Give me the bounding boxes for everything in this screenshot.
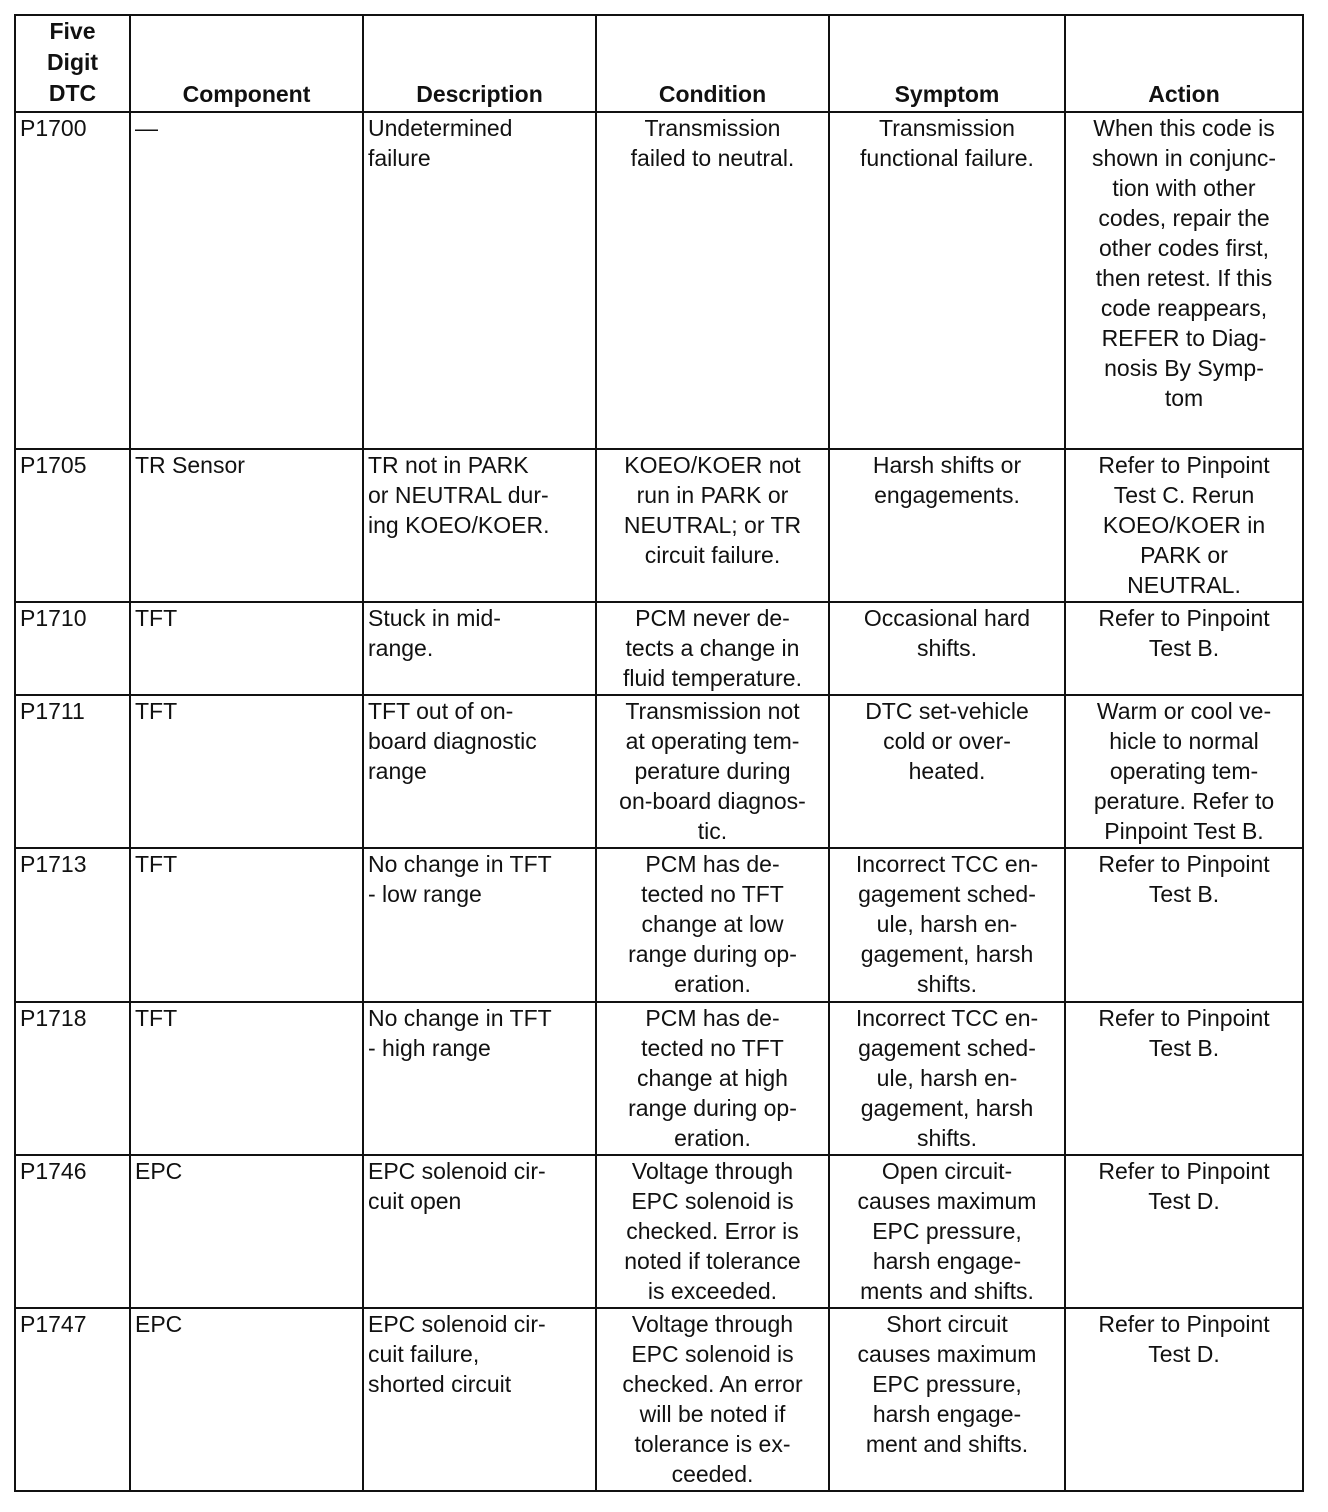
cell-condition-line: Transmission not	[625, 698, 800, 724]
cell-symptom	[829, 1155, 1065, 1308]
cell-condition	[596, 602, 829, 695]
cell-description-line: shorted circuit	[368, 1371, 512, 1397]
cell-dtc: P1705	[15, 449, 130, 602]
cell-condition-line: tic.	[697, 818, 728, 844]
cell-action-line: Pinpoint Test B.	[1104, 818, 1264, 844]
header-dtc-line3: DTC	[48, 80, 97, 106]
table-row	[15, 1308, 1303, 1491]
cell-description-line: range.	[368, 635, 434, 661]
cell-condition-line: fluid temperature.	[623, 665, 802, 691]
cell-component: TR Sensor	[130, 449, 363, 602]
cell-symptom-line: EPC pressure,	[872, 1218, 1022, 1244]
cell-condition-line: range during op-	[628, 1095, 797, 1121]
cell-dtc: P1713	[15, 848, 130, 1002]
cell-action-line: Refer to Pinpoint	[1098, 851, 1270, 877]
cell-description-line: - low range	[368, 881, 482, 907]
cell-action-line: Test B.	[1148, 881, 1220, 907]
cell-action-line: When this code is	[1093, 115, 1275, 141]
table-row	[15, 449, 1303, 602]
cell-action-line: Test B.	[1148, 1035, 1220, 1061]
cell-condition-line: circuit failure.	[644, 542, 781, 568]
cell-description-line: TR not in PARK	[368, 452, 529, 478]
cell-symptom-line: gagement, harsh	[860, 941, 1034, 967]
cell-action-line: KOEO/KOER in	[1102, 512, 1266, 538]
cell-dtc: P1700	[15, 112, 130, 449]
cell-symptom-line: Open circuit-	[881, 1158, 1013, 1184]
cell-condition	[596, 1155, 829, 1308]
cell-condition-line: tolerance is ex-	[634, 1431, 791, 1457]
cell-dtc: P1710	[15, 602, 130, 695]
cell-condition-line: run in PARK or	[636, 482, 789, 508]
cell-component: TFT	[130, 848, 363, 1002]
cell-action-line: tom	[1164, 385, 1204, 411]
cell-action-line: tion with other	[1112, 175, 1256, 201]
cell-description-line: EPC solenoid cir-	[368, 1158, 546, 1184]
dtc-table-body	[15, 112, 1303, 1491]
cell-dtc: P1711	[15, 695, 130, 848]
cell-component: TFT	[130, 695, 363, 848]
cell-action-line: other codes first,	[1098, 235, 1270, 261]
cell-action-line: REFER to Diag-	[1101, 325, 1267, 351]
cell-symptom-line: harsh engage-	[872, 1248, 1022, 1274]
cell-symptom	[829, 848, 1065, 1002]
cell-condition-line: change at high	[637, 1065, 788, 1091]
cell-symptom	[829, 112, 1065, 449]
cell-condition-line: PCM has de-	[645, 851, 780, 877]
cell-action-line: Test C. Rerun	[1113, 482, 1255, 508]
cell-description	[363, 1002, 596, 1155]
cell-action-line: NEUTRAL.	[1127, 572, 1241, 598]
cell-action	[1065, 602, 1303, 695]
cell-condition-line: tected no TFT	[641, 1035, 784, 1061]
cell-description-line: failure	[368, 145, 431, 171]
cell-action-line: Refer to Pinpoint	[1098, 1005, 1270, 1031]
cell-symptom-line: gagement sched-	[858, 1035, 1036, 1061]
cell-symptom-line: ments and shifts.	[860, 1278, 1034, 1304]
cell-symptom-line: Incorrect TCC en-	[855, 851, 1039, 877]
cell-dtc: P1746	[15, 1155, 130, 1308]
cell-condition-line: failed to neutral.	[630, 145, 795, 171]
cell-action-line: then retest. If this	[1095, 265, 1273, 291]
cell-symptom-line: causes maximum	[857, 1188, 1037, 1214]
cell-description-line: or NEUTRAL dur-	[368, 482, 549, 508]
cell-condition-line: Voltage through	[631, 1158, 794, 1184]
cell-component: TFT	[130, 602, 363, 695]
table-row	[15, 112, 1303, 449]
cell-symptom-line: Short circuit	[886, 1311, 1008, 1337]
cell-symptom	[829, 695, 1065, 848]
cell-description	[363, 1155, 596, 1308]
cell-action	[1065, 112, 1303, 449]
header-description: Description	[363, 15, 596, 112]
cell-condition-line: checked. Error is	[626, 1218, 799, 1244]
cell-description	[363, 1308, 596, 1491]
cell-condition-line: Transmission	[644, 115, 781, 141]
cell-action-line: PARK or	[1140, 542, 1228, 568]
cell-description-line: Stuck in mid-	[368, 605, 501, 631]
cell-symptom-line: Harsh shifts or	[872, 452, 1022, 478]
cell-action	[1065, 695, 1303, 848]
cell-dtc: P1747	[15, 1308, 130, 1491]
cell-condition-line: perature during	[634, 758, 791, 784]
cell-description-line: range	[368, 758, 427, 784]
cell-description-line: Undetermined	[368, 115, 513, 141]
cell-action-line: Warm or cool ve-	[1096, 698, 1272, 724]
cell-description-line: EPC solenoid cir-	[368, 1311, 546, 1337]
cell-condition-line: on-board diagnos-	[619, 788, 806, 814]
header-action: Action	[1065, 15, 1303, 112]
cell-condition-line: tects a change in	[625, 635, 800, 661]
header-symptom: Symptom	[829, 15, 1065, 112]
header-dtc-line2: Digit	[46, 49, 99, 75]
cell-description	[363, 602, 596, 695]
header-component: Component	[130, 15, 363, 112]
table-row	[15, 602, 1303, 695]
cell-condition	[596, 1002, 829, 1155]
table-row	[15, 848, 1303, 1002]
cell-condition-line: EPC solenoid is	[631, 1188, 794, 1214]
cell-symptom-line: ule, harsh en-	[876, 1065, 1018, 1091]
header-dtc-line1: Five	[49, 18, 96, 44]
cell-condition-line: tected no TFT	[641, 881, 784, 907]
cell-action-line: Test D.	[1148, 1188, 1220, 1214]
cell-action-line: Test B.	[1148, 635, 1220, 661]
cell-condition-line: PCM has de-	[645, 1005, 780, 1031]
cell-description-line: cuit failure,	[368, 1341, 480, 1367]
cell-symptom-line: Occasional hard	[863, 605, 1031, 631]
cell-symptom-line: heated.	[908, 758, 986, 784]
cell-action	[1065, 1308, 1303, 1491]
header-condition: Condition	[596, 15, 829, 112]
cell-symptom-line: DTC set-vehicle	[865, 698, 1029, 724]
cell-description	[363, 449, 596, 602]
cell-component: EPC	[130, 1155, 363, 1308]
cell-action	[1065, 848, 1303, 1002]
cell-symptom	[829, 602, 1065, 695]
cell-condition-line: range during op-	[628, 941, 797, 967]
cell-symptom-line: gagement sched-	[858, 881, 1036, 907]
header-dtc	[15, 15, 130, 112]
cell-symptom-line: engagements.	[874, 482, 1020, 508]
cell-condition-line: eration.	[674, 1125, 751, 1151]
cell-condition-line: at operating tem-	[625, 728, 800, 754]
cell-action-line: Refer to Pinpoint	[1098, 452, 1270, 478]
cell-description	[363, 695, 596, 848]
dtc-table	[14, 14, 1304, 1492]
cell-condition-line: eration.	[674, 971, 751, 997]
cell-description-line: ing KOEO/KOER.	[368, 512, 550, 538]
cell-condition-line: KOEO/KOER not	[624, 452, 801, 478]
cell-condition	[596, 449, 829, 602]
table-row	[15, 1002, 1303, 1155]
cell-description-line: cuit open	[368, 1188, 462, 1214]
cell-symptom-line: ment and shifts.	[865, 1431, 1029, 1457]
cell-symptom-line: Incorrect TCC en-	[855, 1005, 1039, 1031]
cell-action-line: code reappears,	[1100, 295, 1268, 321]
cell-component: EPC	[130, 1308, 363, 1491]
cell-condition	[596, 848, 829, 1002]
cell-condition	[596, 695, 829, 848]
header-row	[15, 15, 1303, 112]
cell-action-line: shown in conjunc-	[1091, 145, 1277, 171]
cell-action-line: Refer to Pinpoint	[1098, 605, 1270, 631]
cell-condition-line: PCM never de-	[635, 605, 790, 631]
cell-condition	[596, 1308, 829, 1491]
table-row	[15, 695, 1303, 848]
cell-description-line: No change in TFT	[368, 851, 552, 877]
cell-symptom-line: gagement, harsh	[860, 1095, 1034, 1121]
cell-action-line: Test D.	[1148, 1341, 1220, 1367]
cell-symptom-line: shifts.	[916, 1125, 978, 1151]
table-row	[15, 1155, 1303, 1308]
cell-symptom-line: shifts.	[916, 635, 978, 661]
cell-symptom-line: shifts.	[916, 971, 978, 997]
cell-condition-line: Voltage through	[631, 1311, 794, 1337]
cell-symptom-line: functional failure.	[860, 145, 1034, 171]
cell-symptom	[829, 449, 1065, 602]
cell-symptom-line: EPC pressure,	[872, 1371, 1022, 1397]
cell-condition-line: EPC solenoid is	[631, 1341, 794, 1367]
cell-description-line: TFT out of on-	[368, 698, 514, 724]
cell-action-line: Refer to Pinpoint	[1098, 1158, 1270, 1184]
cell-dtc: P1718	[15, 1002, 130, 1155]
cell-action-line: operating tem-	[1109, 758, 1259, 784]
cell-action-line: nosis By Symp-	[1104, 355, 1264, 381]
cell-condition-line: checked. An error	[622, 1371, 803, 1397]
cell-condition-line: noted if tolerance	[624, 1248, 801, 1274]
cell-description-line: No change in TFT	[368, 1005, 552, 1031]
cell-action	[1065, 1155, 1303, 1308]
cell-action-line: hicle to normal	[1109, 728, 1259, 754]
cell-action-line: Refer to Pinpoint	[1098, 1311, 1270, 1337]
cell-symptom-line: ule, harsh en-	[876, 911, 1018, 937]
dtc-table-container	[14, 14, 1304, 1492]
cell-symptom-line: harsh engage-	[872, 1401, 1022, 1427]
cell-description-line: - high range	[368, 1035, 491, 1061]
cell-condition-line: ceeded.	[671, 1461, 754, 1487]
cell-condition-line: will be noted if	[639, 1401, 786, 1427]
cell-symptom-line: Transmission	[879, 115, 1015, 141]
cell-action	[1065, 1002, 1303, 1155]
cell-symptom	[829, 1308, 1065, 1491]
cell-condition-line: is exceeded.	[647, 1278, 778, 1304]
cell-component: TFT	[130, 1002, 363, 1155]
cell-condition-line: change at low	[641, 911, 784, 937]
cell-description-line: board diagnostic	[368, 728, 537, 754]
cell-condition	[596, 112, 829, 449]
cell-symptom	[829, 1002, 1065, 1155]
cell-symptom-line: causes maximum	[857, 1341, 1037, 1367]
cell-action-line: codes, repair the	[1098, 205, 1270, 231]
cell-action-line: perature. Refer to	[1093, 788, 1275, 814]
cell-condition-line: NEUTRAL; or TR	[623, 512, 802, 538]
cell-description	[363, 112, 596, 449]
cell-component: —	[130, 112, 363, 449]
cell-action	[1065, 449, 1303, 602]
cell-symptom-line: cold or over-	[883, 728, 1011, 754]
cell-description	[363, 848, 596, 1002]
